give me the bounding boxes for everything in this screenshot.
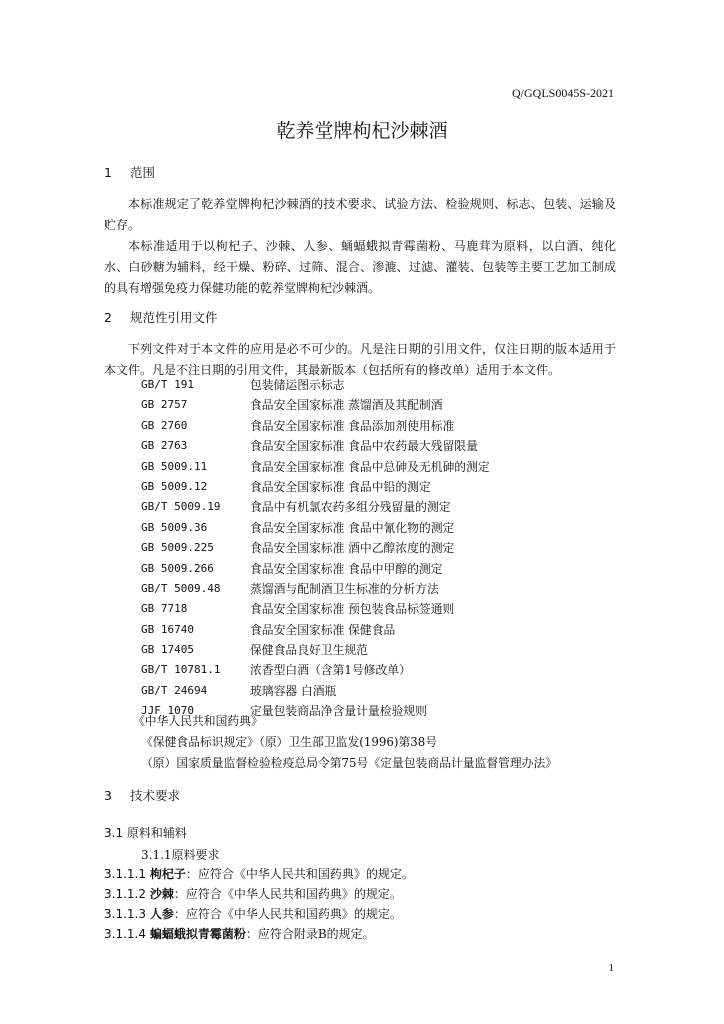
section-1-heading xyxy=(104,163,155,181)
reference-code: GB 5009.12 xyxy=(141,479,208,493)
reference-code: JJF 1070 xyxy=(141,704,194,718)
reference-code: GB 5009.11 xyxy=(141,459,208,473)
reference-name: 食品安全国家标准 酒中乙醇浓度的测定 xyxy=(250,541,455,556)
reference-name: 食品安全国家标准 食品中农药最大残留限量 xyxy=(250,439,478,454)
references-intro-text: 下列文件对于本文件的应用是必不可少的。凡是注日期的引用文件，仅注日期的版本适用于本文件。凡是不注日期的引用文件，其最新版本（包括所有的修改单）适用于本文件。 xyxy=(104,342,616,377)
reference-item xyxy=(141,395,490,415)
reference-name: 包装储运图示标志 xyxy=(250,378,345,392)
reference-item xyxy=(141,375,490,395)
item-term: 枸杞子 xyxy=(149,867,186,881)
reference-list xyxy=(141,375,490,722)
document-title: 乾养堂牌枸杞沙棘酒 xyxy=(276,120,448,142)
section-3-heading xyxy=(104,786,180,804)
reference-code: GB 17405 xyxy=(141,643,194,657)
subsection-number: 3.1 xyxy=(104,826,124,840)
reference-name: 玻璃容器 白酒瓶 xyxy=(250,683,337,698)
reference-item xyxy=(141,538,490,558)
reference-item xyxy=(141,457,490,477)
reference-item xyxy=(141,579,490,599)
requirement-item xyxy=(104,925,375,942)
item-text: ：应符合《中华人民共和国药典》的规定。 xyxy=(173,907,402,921)
item-term: 蝙蝠蛾拟青霉菌粉 xyxy=(149,927,246,941)
item-text: ：应符合附录B的规定。 xyxy=(245,927,375,941)
item-term: 人参 xyxy=(149,907,174,921)
scope-paragraph: 本标准适用于以枸杞子、沙棘、人参、蛹蝠蛾拟青霉菌粉、马鹿茸为原料，以白酒、纯化水、白砂糖为辅料，经干燥、粉碎、过筛、混合、渗漉、过滤、灌装、包装等主要工艺加工制成的具有增强免疫力保健功能的乾养堂牌枸杞沙棘酒。 xyxy=(104,239,616,295)
item-number: 3.1.1.3 xyxy=(104,907,146,921)
section-number: 3 xyxy=(104,788,112,803)
subsection-3-1-heading xyxy=(104,824,187,841)
reference-item xyxy=(141,518,490,538)
reference-code: GB 2763 xyxy=(141,439,188,453)
requirement-item xyxy=(104,905,402,922)
reference-name: 蒸馏酒与配制酒卫生标准的分析方法 xyxy=(250,581,439,596)
reference-item xyxy=(141,559,490,579)
reference-item xyxy=(141,416,490,436)
reference-name: 食品安全国家标准 食品中氰化物的测定 xyxy=(250,520,455,535)
reference-name: 定量包装商品净含量计量检验规则 xyxy=(250,704,427,719)
item-number: 3.1.1.1 xyxy=(104,867,146,881)
reference-code: GB 16740 xyxy=(141,622,194,636)
reference-item xyxy=(141,436,490,456)
section-2-heading xyxy=(104,308,218,326)
reference-item xyxy=(141,497,490,517)
reference-item xyxy=(141,599,490,619)
subsection-title: 原料和辅料 xyxy=(126,826,187,840)
reference-name: 浓香型白酒（含第1号修改单） xyxy=(250,663,411,678)
standard-code: Q/GQLS0045S-2021 xyxy=(511,86,614,100)
reference-code: GB/T 10781.1 xyxy=(141,663,221,677)
item-number: 3.1.1.2 xyxy=(104,887,146,901)
reference-extra: （原）国家质量监督检验检疫总局令第75号《定量包装商品计量监督管理办法》 xyxy=(141,756,558,770)
reference-item xyxy=(141,477,490,497)
reference-code: GB 5009.266 xyxy=(141,561,214,575)
section-number: 1 xyxy=(104,165,112,180)
reference-item xyxy=(141,681,490,701)
subsubsection-heading: 3.1.1原料要求 xyxy=(141,848,220,862)
reference-extra: 《保健食品标识规定》（原）卫生部卫监发(1996)第38号 xyxy=(141,735,438,749)
reference-code: GB 7718 xyxy=(141,602,188,616)
section-title: 范围 xyxy=(130,165,156,180)
reference-code: GB 5009.36 xyxy=(141,520,208,534)
reference-code: GB 5009.225 xyxy=(141,541,214,555)
item-term: 沙棘 xyxy=(149,887,174,901)
scope-paragraph: 本标准规定了乾养堂牌枸杞沙棘酒的技术要求、试验方法、检验规则、标志、包装、运输及贮存。 xyxy=(104,197,616,232)
reference-name: 食品安全国家标准 预包装食品标签通则 xyxy=(250,602,455,617)
requirement-item xyxy=(104,865,414,882)
requirement-item xyxy=(104,885,402,902)
scope-body xyxy=(104,194,616,299)
item-text: ：应符合《中华人民共和国药典》的规定。 xyxy=(185,867,414,881)
item-number: 3.1.1.4 xyxy=(104,927,146,941)
reference-name: 食品安全国家标准 食品中铅的测定 xyxy=(250,479,431,494)
page-number: 1 xyxy=(608,962,614,974)
reference-code: GB/T 191 xyxy=(141,378,194,391)
reference-code: GB/T 5009.48 xyxy=(141,581,221,595)
section-title: 技术要求 xyxy=(130,788,181,803)
reference-code: GB 2757 xyxy=(141,398,188,412)
reference-code: GB 2760 xyxy=(141,418,188,432)
reference-code: GB/T 5009.19 xyxy=(141,500,221,514)
reference-name: 食品安全国家标准 蒸馏酒及其配制酒 xyxy=(250,398,443,413)
reference-name: 食品安全国家标准 食品添加剂使用标准 xyxy=(250,418,455,433)
reference-name: 食品中有机氯农药多组分残留量的测定 xyxy=(250,500,451,515)
reference-item xyxy=(141,620,490,640)
reference-item xyxy=(141,640,490,660)
item-text: ：应符合《中华人民共和国药典》的规定。 xyxy=(173,887,402,901)
reference-code: GB/T 24694 xyxy=(141,683,208,697)
section-number: 2 xyxy=(104,310,112,325)
reference-item xyxy=(141,660,490,680)
reference-name: 食品安全国家标准 保健食品 xyxy=(250,622,396,637)
section-title: 规范性引用文件 xyxy=(130,310,218,325)
reference-extra: 《中华人民共和国药典》 xyxy=(133,714,263,728)
reference-name: 食品安全国家标准 食品中总砷及无机砷的测定 xyxy=(250,459,490,474)
reference-name: 保健食品良好卫生规范 xyxy=(250,643,368,658)
reference-name: 食品安全国家标准 食品中甲醇的测定 xyxy=(250,561,443,576)
